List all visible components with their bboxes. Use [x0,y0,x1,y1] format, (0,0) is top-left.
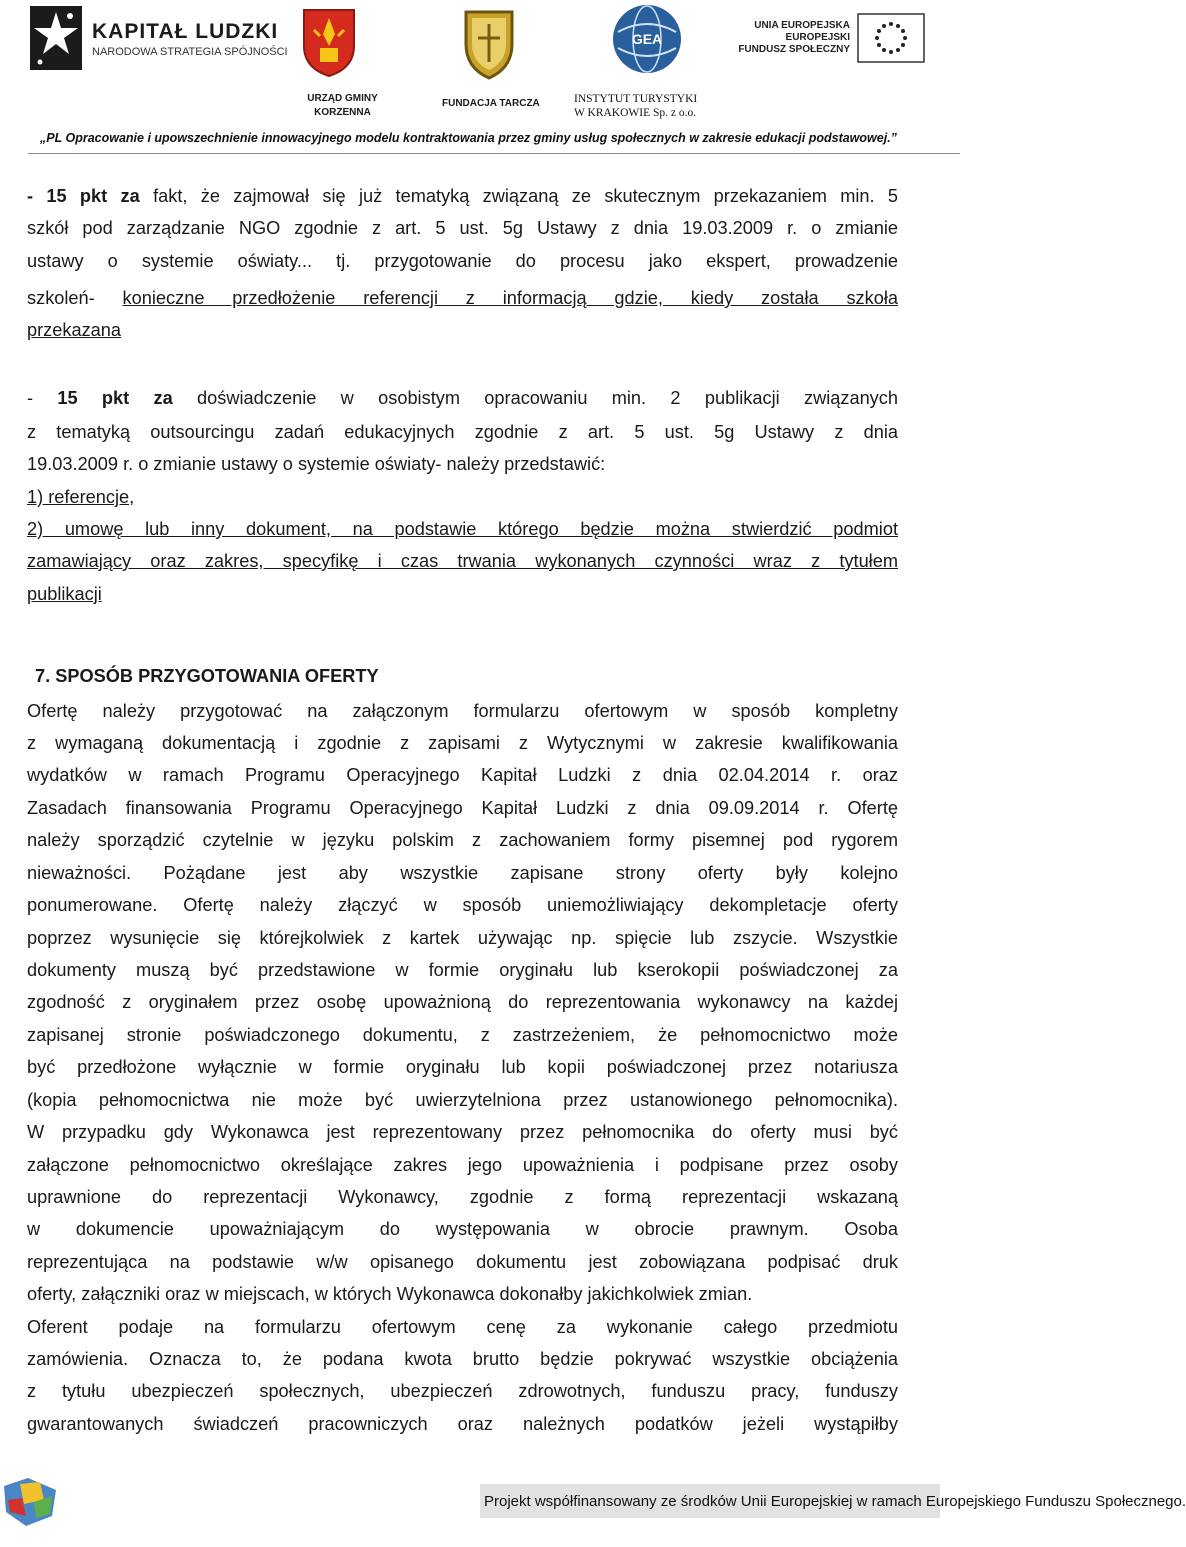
section-line: Oferent podaje na formularzu ofertowym cenę za wykonanie całego przedmiotu [27,1317,898,1337]
section-line: z tytułu ubezpieczeń społecznych, ubezpieczeń zdrowotnych, funduszu pracy, funduszy [27,1381,898,1401]
korzenna-crest-icon [300,6,358,78]
section-line: oferty, załączniki oraz w miejscach, w których Wykonawca dokonałby jakichkolwiek zmian. [27,1284,753,1304]
urzad-line-1: URZĄD GMINY [307,93,378,104]
eu-line-2: EUROPEJSKI [785,32,850,43]
section-line: reprezentująca na podstawie w/w opisanego dokumentu jest zobowiązana podpisać druk [27,1252,898,1272]
project-title: „PL Opracowanie i upowszechnienie innowacyjnego modelu kontraktowania przez gminy usług społecznych w zakresie edukacji podstawowej.” [40,131,897,145]
section-line: zgodność z oryginałem przez osobę upoważnioną do reprezentowania wykonawcy na każdej [27,992,898,1012]
section-line: Zasadach finansowania Programu Operacyjnego Kapitał Ludzki z dnia 09.09.2014 r. Ofertę [27,798,898,818]
p1-line-2: szkół pod zarządzanie NGO zgodnie z art. 5 ust. 5g Ustawy z dnia 19.03.2009 r. o zmianie [27,218,898,238]
kapital-ludzki-title: KAPITAŁ LUDZKI [92,20,279,43]
p1-line-4-b: konieczne przedłożenie referencji z informacją gdzie, kiedy została szkoła [122,288,899,308]
fundacja-tarcza-shield-icon [460,6,518,80]
eu-text-block [720,20,850,56]
p1-line-5: przekazana [27,320,122,340]
p1-line-3: ustawy o systemie oświaty... tj. przygotowanie do procesu jako ekspert, prowadzenie [27,251,898,271]
p2-line-4: 1) referencje, [27,487,135,507]
section-line: W przypadku gdy Wykonawca jest reprezentowany przez pełnomocnika do oferty musi być [27,1122,898,1142]
eu-line-1: UNIA EUROPEJSKA [754,20,850,31]
section-line: być przedłożone wyłącznie w formie oryginału lub kopii poświadczonej przez notariusza [27,1057,898,1077]
p1-line-1-text: fakt, że zajmował się już tematyką związaną ze skutecznym przekazaniem min. 5 [139,186,898,206]
instytut-line-1: INSTYTUT TURYSTYKI [574,93,698,105]
eu-puzzle-logo-icon [0,1472,62,1530]
section-line: zapisanej stronie poświadczonego dokumentu, z zastrzeżeniem, że pełnomocnictwo może [27,1025,898,1045]
partner-names [0,86,960,126]
p2-line-2: z tematyką outsourcingu zadań edukacyjnych zgodnie z art. 5 ust. 5g Ustawy z dnia [27,422,898,442]
section-line: nieważności. Pożądane jest aby wszystkie zapisane strony oferty były kolejno [27,863,898,883]
kapital-ludzki-subtitle: NARODOWA STRATEGIA SPÓJNOŚCI [92,46,288,58]
kapital-ludzki-star-icon [30,6,82,70]
gea-globe-icon [610,2,684,76]
p2-line-3: 19.03.2009 r. o zmianie ustawy o systemie oświaty- należy przedstawić: [27,454,606,474]
footer-text: Projekt współfinansowany ze środków Unii Europejskiej w ramach Europejskiego Funduszu Społecznego. [484,1493,1186,1510]
fundacja-tarcza-label: FUNDACJA TARCZA [442,98,540,109]
p1-line-4 [27,286,898,310]
section-line: (kopia pełnomocnictwa nie może być uwierzytelniona przez ustanowionego pełnomocnika). [27,1090,898,1110]
gea-label: GEA [631,31,663,47]
section-title: 7. SPOSÓB PRZYGOTOWANIA OFERTY [35,666,379,686]
p1-line-4-a: szkoleń- [27,288,123,308]
section-line: zamówienia. Oznacza to, że podana kwota brutto będzie pokrywać wszystkie obciążenia [27,1349,898,1369]
p2-line-5: 2) umowę lub inny dokument, na podstawie którego będzie można stwierdzić podmiot [27,519,898,539]
p1-line-1 [27,184,898,208]
instytut-turystyki-label [574,92,697,120]
p2-line-1 [27,386,898,410]
eu-line-3: FUNDUSZ SPOŁECZNY [738,44,850,55]
section-line: należy sporządzić czytelnie w języku polskim z zachowaniem formy pisemnej pod rygorem [27,830,898,850]
p1-points: - 15 pkt za [27,186,140,206]
section-line: załączone pełnomocnictwo określające zakres jego upoważnienia i podpisane przez osoby [27,1155,898,1175]
section-line: poprzez wysunięcie się którejkolwiek z kartek używając np. spięcie lub zszycie. Wszystkie [27,928,898,948]
section-line: gwarantowanych świadczeń pracowniczych oraz należnych podatków jeżeli wystąpiłby [27,1414,898,1434]
instytut-line-2: W KRAKOWIE Sp. z o.o. [574,107,697,119]
urzad-line-2: KORZENNA [314,107,371,118]
kapital-ludzki-logo [30,6,288,70]
section-line: Ofertę należy przygotować na załączonym formularzu ofertowym w sposób kompletny [27,701,898,721]
eu-flag-icon [858,14,924,62]
urzad-gminy-label [305,92,380,120]
section-line: dokumenty muszą być przedstawione w formie oryginału lub kserokopii poświadczonej za [27,960,898,980]
section-line: wydatków w ramach Programu Operacyjnego Kapitał Ludzki z dnia 02.04.2014 r. oraz [27,765,898,785]
p2-dash: - [27,388,58,408]
p2-line-7: publikacji [27,584,102,604]
p2-line-6: zamawiający oraz zakres, specyfikę i czas trwania wykonanych czynności wraz z tytułem [27,551,898,571]
header-logos [0,0,960,80]
header-divider [28,153,960,154]
section-line: w dokumencie upoważniającym do występowania w obrocie prawnym. Osoba [27,1219,898,1239]
p2-points: 15 pkt za [57,388,173,408]
section-line: ponumerowane. Ofertę należy złączyć w sposób uniemożliwiający dekompletacje oferty [27,895,898,915]
section-line: uprawnione do reprezentacji Wykonawcy, zgodnie z formą reprezentacji wskazaną [27,1187,898,1207]
p2-line-1-text: doświadczenie w osobistym opracowaniu min. 2 publikacji związanych [172,388,898,408]
section-line: z wymaganą dokumentacją i zgodnie z zapisami z Wytycznymi w zakresie kwalifikowania [27,733,898,753]
